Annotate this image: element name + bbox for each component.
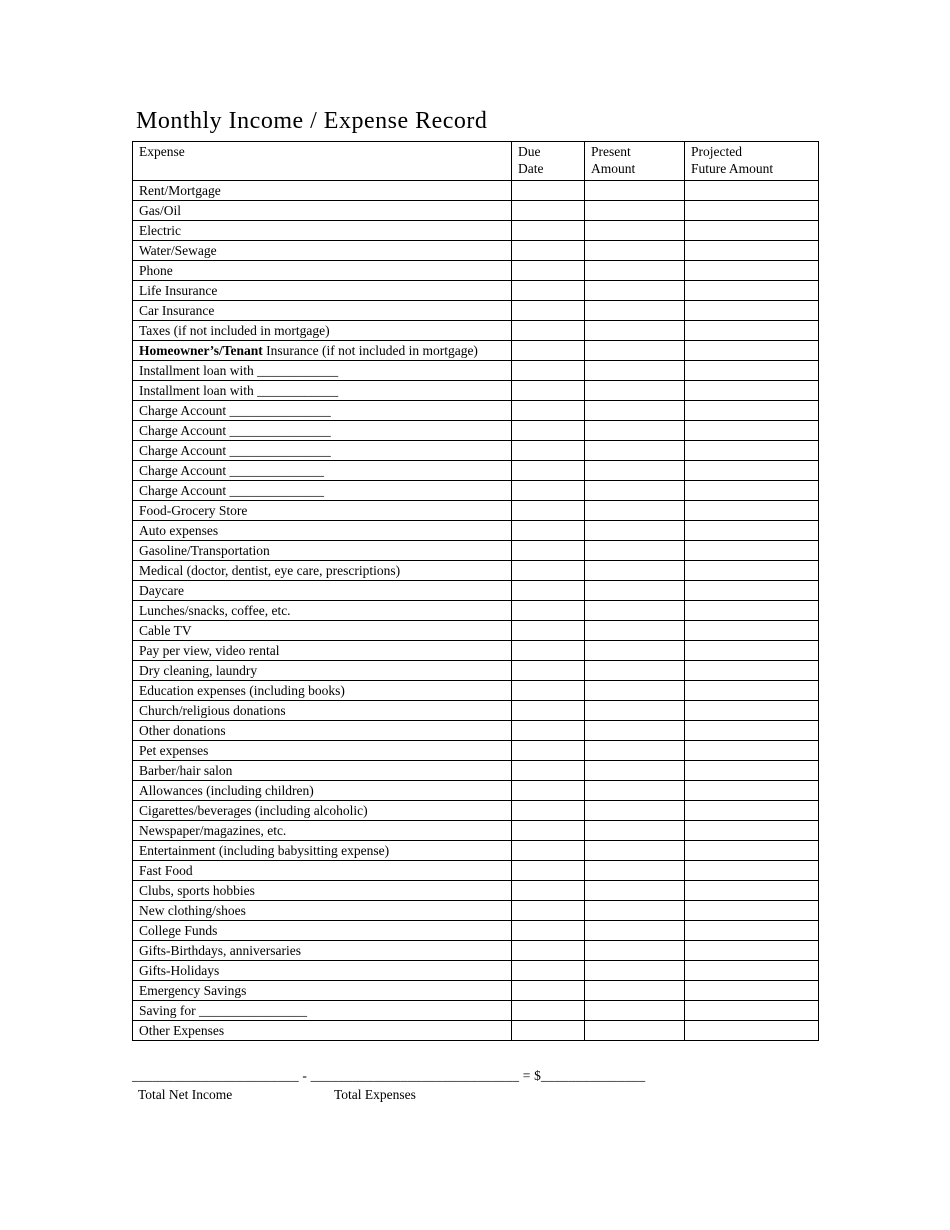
- present-amount-cell: [585, 381, 685, 401]
- table-row: [133, 901, 819, 921]
- projected-amount-cell: [685, 761, 819, 781]
- expense-label: Education expenses (including books): [133, 681, 512, 701]
- expense-label: Charge Account ______________: [133, 481, 512, 501]
- table-row: [133, 381, 819, 401]
- column-header-present-amount: Present Amount: [585, 142, 685, 181]
- expense-table: [132, 141, 819, 1041]
- expense-label: Allowances (including children): [133, 781, 512, 801]
- projected-amount-cell: [685, 821, 819, 841]
- projected-amount-cell: [685, 721, 819, 741]
- table-row: [133, 181, 819, 201]
- table-row: [133, 501, 819, 521]
- present-amount-cell: [585, 401, 685, 421]
- table-row: [133, 401, 819, 421]
- due-date-cell: [512, 761, 585, 781]
- expense-label: Rent/Mortgage: [133, 181, 512, 201]
- due-date-cell: [512, 441, 585, 461]
- table-row: [133, 521, 819, 541]
- table-row: [133, 281, 819, 301]
- due-date-cell: [512, 461, 585, 481]
- table-row: [133, 601, 819, 621]
- projected-amount-cell: [685, 481, 819, 501]
- expense-label: Saving for ________________: [133, 1001, 512, 1021]
- present-amount-cell: [585, 1001, 685, 1021]
- table-row: [133, 761, 819, 781]
- due-date-cell: [512, 961, 585, 981]
- expense-label: Charge Account ______________: [133, 461, 512, 481]
- expense-label: Other donations: [133, 721, 512, 741]
- expense-label: Charge Account _______________: [133, 401, 512, 421]
- due-date-cell: [512, 241, 585, 261]
- due-date-cell: [512, 281, 585, 301]
- present-amount-cell: [585, 341, 685, 361]
- present-amount-cell: [585, 621, 685, 641]
- present-amount-cell: [585, 661, 685, 681]
- expense-label: Charge Account _______________: [133, 441, 512, 461]
- expense-label: Electric: [133, 221, 512, 241]
- due-date-cell: [512, 581, 585, 601]
- projected-amount-cell: [685, 181, 819, 201]
- totals-equation: ________________________ - ______________________________ = $_______________: [132, 1068, 646, 1083]
- expense-label: Installment loan with ____________: [133, 381, 512, 401]
- due-date-cell: [512, 861, 585, 881]
- present-amount-cell: [585, 681, 685, 701]
- present-amount-cell: [585, 561, 685, 581]
- expense-label: Food-Grocery Store: [133, 501, 512, 521]
- table-row: [133, 921, 819, 941]
- totals-footer: [132, 1067, 818, 1104]
- projected-amount-cell: [685, 661, 819, 681]
- present-amount-cell: [585, 961, 685, 981]
- due-date-cell: [512, 621, 585, 641]
- present-amount-cell: [585, 501, 685, 521]
- projected-amount-cell: [685, 921, 819, 941]
- due-date-cell: [512, 881, 585, 901]
- table-row: [133, 261, 819, 281]
- due-date-cell: [512, 421, 585, 441]
- present-amount-cell: [585, 441, 685, 461]
- due-date-cell: [512, 601, 585, 621]
- table-row: [133, 641, 819, 661]
- table-row: [133, 321, 819, 341]
- expense-label: Water/Sewage: [133, 241, 512, 261]
- projected-amount-cell: [685, 421, 819, 441]
- table-row: [133, 1021, 819, 1041]
- expense-label: Dry cleaning, laundry: [133, 661, 512, 681]
- due-date-cell: [512, 981, 585, 1001]
- due-date-cell: [512, 721, 585, 741]
- present-amount-cell: [585, 761, 685, 781]
- present-amount-cell: [585, 461, 685, 481]
- projected-amount-cell: [685, 1001, 819, 1021]
- expense-label: Fast Food: [133, 861, 512, 881]
- projected-amount-cell: [685, 601, 819, 621]
- present-amount-cell: [585, 941, 685, 961]
- present-amount-cell: [585, 321, 685, 341]
- due-date-cell: [512, 321, 585, 341]
- table-row: [133, 681, 819, 701]
- present-amount-cell: [585, 541, 685, 561]
- present-amount-cell: [585, 221, 685, 241]
- projected-amount-cell: [685, 781, 819, 801]
- table-row: [133, 541, 819, 561]
- due-date-cell: [512, 821, 585, 841]
- expense-label: Emergency Savings: [133, 981, 512, 1001]
- table-row: [133, 561, 819, 581]
- table-row: [133, 241, 819, 261]
- due-date-cell: [512, 501, 585, 521]
- table-row: [133, 881, 819, 901]
- expense-label: Other Expenses: [133, 1021, 512, 1041]
- table-row: [133, 961, 819, 981]
- expense-label: Pet expenses: [133, 741, 512, 761]
- expense-label: Auto expenses: [133, 521, 512, 541]
- projected-amount-cell: [685, 801, 819, 821]
- expense-label: Taxes (if not included in mortgage): [133, 321, 512, 341]
- table-header-row: [133, 142, 819, 181]
- projected-amount-cell: [685, 201, 819, 221]
- present-amount-cell: [585, 361, 685, 381]
- expense-label: Homeowner’s/Tenant Insurance (if not included in mortgage): [133, 341, 512, 361]
- expense-label: Charge Account _______________: [133, 421, 512, 441]
- total-expenses-label: Total Expenses: [334, 1087, 416, 1102]
- present-amount-cell: [585, 181, 685, 201]
- due-date-cell: [512, 381, 585, 401]
- expense-label: Gifts-Holidays: [133, 961, 512, 981]
- projected-amount-cell: [685, 441, 819, 461]
- due-date-cell: [512, 521, 585, 541]
- due-date-cell: [512, 181, 585, 201]
- projected-amount-cell: [685, 301, 819, 321]
- table-row: [133, 441, 819, 461]
- page-title: Monthly Income / Expense Record: [136, 108, 488, 134]
- present-amount-cell: [585, 241, 685, 261]
- projected-amount-cell: [685, 521, 819, 541]
- expense-label: Gas/Oil: [133, 201, 512, 221]
- present-amount-cell: [585, 821, 685, 841]
- table-row: [133, 421, 819, 441]
- projected-amount-cell: [685, 401, 819, 421]
- table-row: [133, 661, 819, 681]
- table-row: [133, 821, 819, 841]
- projected-amount-cell: [685, 901, 819, 921]
- projected-amount-cell: [685, 321, 819, 341]
- expense-label: Church/religious donations: [133, 701, 512, 721]
- due-date-cell: [512, 341, 585, 361]
- due-date-cell: [512, 921, 585, 941]
- present-amount-cell: [585, 861, 685, 881]
- table-row: [133, 481, 819, 501]
- projected-amount-cell: [685, 861, 819, 881]
- present-amount-cell: [585, 521, 685, 541]
- projected-amount-cell: [685, 261, 819, 281]
- table-row: [133, 621, 819, 641]
- expense-label: Gasoline/Transportation: [133, 541, 512, 561]
- projected-amount-cell: [685, 841, 819, 861]
- projected-amount-cell: [685, 741, 819, 761]
- table-row: [133, 801, 819, 821]
- present-amount-cell: [585, 641, 685, 661]
- present-amount-cell: [585, 201, 685, 221]
- due-date-cell: [512, 781, 585, 801]
- table-row: [133, 341, 819, 361]
- projected-amount-cell: [685, 881, 819, 901]
- expense-label: Cable TV: [133, 621, 512, 641]
- due-date-cell: [512, 801, 585, 821]
- projected-amount-cell: [685, 941, 819, 961]
- expense-label: Lunches/snacks, coffee, etc.: [133, 601, 512, 621]
- projected-amount-cell: [685, 981, 819, 1001]
- present-amount-cell: [585, 281, 685, 301]
- present-amount-cell: [585, 1021, 685, 1041]
- present-amount-cell: [585, 421, 685, 441]
- projected-amount-cell: [685, 1021, 819, 1041]
- expense-label: Phone: [133, 261, 512, 281]
- expense-label: Pay per view, video rental: [133, 641, 512, 661]
- expense-label: Gifts-Birthdays, anniversaries: [133, 941, 512, 961]
- table-row: [133, 361, 819, 381]
- table-row: [133, 301, 819, 321]
- expense-label: New clothing/shoes: [133, 901, 512, 921]
- table-row: [133, 721, 819, 741]
- due-date-cell: [512, 401, 585, 421]
- due-date-cell: [512, 841, 585, 861]
- present-amount-cell: [585, 601, 685, 621]
- present-amount-cell: [585, 261, 685, 281]
- due-date-cell: [512, 301, 585, 321]
- due-date-cell: [512, 541, 585, 561]
- projected-amount-cell: [685, 221, 819, 241]
- expense-label: Car Insurance: [133, 301, 512, 321]
- present-amount-cell: [585, 721, 685, 741]
- expense-label: Newspaper/magazines, etc.: [133, 821, 512, 841]
- table-row: [133, 941, 819, 961]
- expense-label: Daycare: [133, 581, 512, 601]
- table-row: [133, 741, 819, 761]
- present-amount-cell: [585, 301, 685, 321]
- projected-amount-cell: [685, 501, 819, 521]
- due-date-cell: [512, 201, 585, 221]
- table-row: [133, 1001, 819, 1021]
- present-amount-cell: [585, 581, 685, 601]
- due-date-cell: [512, 221, 585, 241]
- column-header-due-date: Due Date: [512, 142, 585, 181]
- table-row: [133, 221, 819, 241]
- expense-label: Installment loan with ____________: [133, 361, 512, 381]
- due-date-cell: [512, 481, 585, 501]
- present-amount-cell: [585, 741, 685, 761]
- table-row: [133, 701, 819, 721]
- present-amount-cell: [585, 921, 685, 941]
- projected-amount-cell: [685, 641, 819, 661]
- due-date-cell: [512, 661, 585, 681]
- due-date-cell: [512, 561, 585, 581]
- projected-amount-cell: [685, 281, 819, 301]
- projected-amount-cell: [685, 701, 819, 721]
- table-row: [133, 841, 819, 861]
- expense-label: Entertainment (including babysitting expense): [133, 841, 512, 861]
- projected-amount-cell: [685, 961, 819, 981]
- table-row: [133, 861, 819, 881]
- present-amount-cell: [585, 781, 685, 801]
- expense-label: Barber/hair salon: [133, 761, 512, 781]
- due-date-cell: [512, 1021, 585, 1041]
- due-date-cell: [512, 741, 585, 761]
- expense-label: College Funds: [133, 921, 512, 941]
- projected-amount-cell: [685, 541, 819, 561]
- expense-label: Medical (doctor, dentist, eye care, prescriptions): [133, 561, 512, 581]
- document-content: [132, 108, 818, 1104]
- column-header-expense: Expense: [133, 142, 512, 181]
- present-amount-cell: [585, 841, 685, 861]
- projected-amount-cell: [685, 361, 819, 381]
- projected-amount-cell: [685, 241, 819, 261]
- projected-amount-cell: [685, 381, 819, 401]
- column-header-projected-future-amount: Projected Future Amount: [685, 142, 819, 181]
- due-date-cell: [512, 901, 585, 921]
- total-net-income-label: Total Net Income: [138, 1087, 233, 1102]
- table-row: [133, 981, 819, 1001]
- projected-amount-cell: [685, 621, 819, 641]
- due-date-cell: [512, 261, 585, 281]
- present-amount-cell: [585, 901, 685, 921]
- table-row: [133, 461, 819, 481]
- due-date-cell: [512, 641, 585, 661]
- due-date-cell: [512, 361, 585, 381]
- present-amount-cell: [585, 881, 685, 901]
- projected-amount-cell: [685, 341, 819, 361]
- due-date-cell: [512, 701, 585, 721]
- table-row: [133, 781, 819, 801]
- due-date-cell: [512, 941, 585, 961]
- projected-amount-cell: [685, 681, 819, 701]
- due-date-cell: [512, 681, 585, 701]
- table-row: [133, 581, 819, 601]
- table-row: [133, 201, 819, 221]
- present-amount-cell: [585, 701, 685, 721]
- expense-label: Clubs, sports hobbies: [133, 881, 512, 901]
- totals-labels: [132, 1086, 818, 1104]
- due-date-cell: [512, 1001, 585, 1021]
- projected-amount-cell: [685, 461, 819, 481]
- present-amount-cell: [585, 981, 685, 1001]
- projected-amount-cell: [685, 581, 819, 601]
- projected-amount-cell: [685, 561, 819, 581]
- expense-label: Cigarettes/beverages (including alcoholic): [133, 801, 512, 821]
- expense-label: Life Insurance: [133, 281, 512, 301]
- present-amount-cell: [585, 801, 685, 821]
- present-amount-cell: [585, 481, 685, 501]
